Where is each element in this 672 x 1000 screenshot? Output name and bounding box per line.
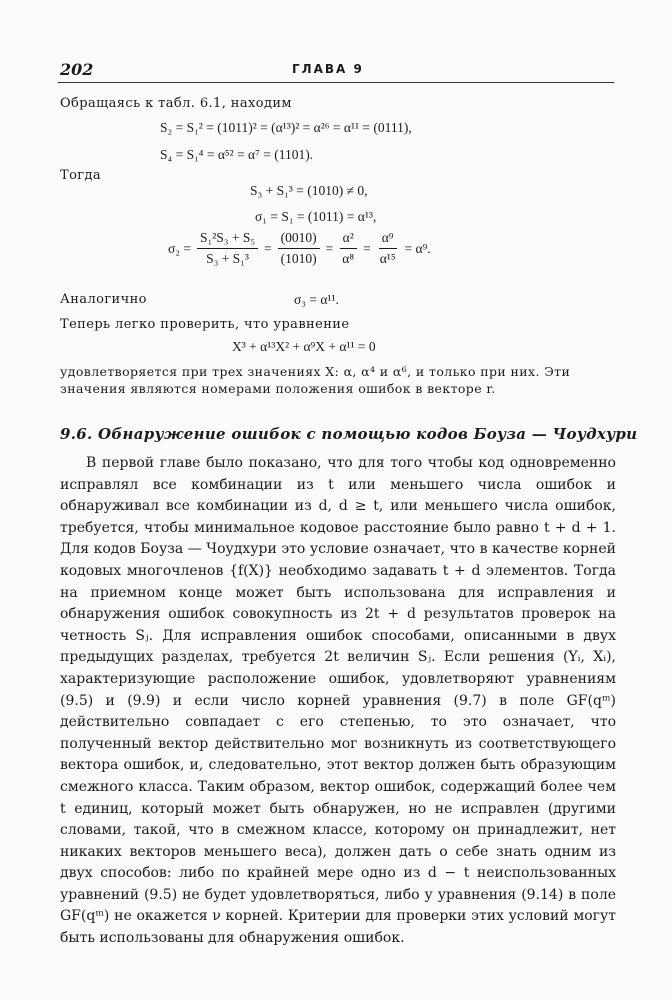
roots-line-2: значения являются номерами положения ошибок в векторе r. [60,381,496,396]
equation-s3: S₃ + S₁³ = (1010) ≠ 0, [250,183,368,198]
sigma2-denominator-1: S₃ + S₁³ [206,251,249,266]
equation-sigma3: σ₃ = α¹¹. [294,292,339,307]
sigma2-fraction-1 [197,230,258,267]
equation-sigma2 [168,230,431,267]
sigma2-numerator-1: S₁²S₃ + S₅ [197,230,258,249]
equals-sign: = [264,240,272,256]
sigma2-numerator-3: α² [340,230,357,249]
roots-line-1: удовлетворяется при трех значениях X: α, α⁴ и α⁶, и только при них. Эти [60,364,571,379]
equals-sign: = [363,240,371,256]
sigma2-denominator-3: α⁸ [342,251,355,266]
body-paragraph: В первой главе было показано, что для того чтобы код одновременно исправлял все комбинации из t или меньшего числа ошибок и обнаруживал все комбинации из d, d ≥ t, или меньшего числа ошибок, требуется, чтобы минимальное кодовое расстояние было равно t + d + 1. Для кодов Боуза — Чоудхури это условие означает, что в качестве корней кодовых многочленов {f(X)} необходимо задавать t + d элементов. Тогда на приемном конце может быть использована для исправления и обнаружения ошибок совокупность из 2t + d результатов проверок на четность Sⱼ. Для исправления ошибок способами, описанными в двух предыдущих разделах, требуется 2t величин Sⱼ. Если решения (Yᵢ, Xᵢ), характеризующие расположение ошибок, удовлетворяют уравнениям (9.5) и (9.9) и если число корней уравнения (9.7) в поле GF(qᵐ) действительно совпадает с его степенью, то это означает, что полученный вектор действительно мог возникнуть из соответствующего вектора ошибок, и, следовательно, этот вектор должен быть образующим смежного класса. Таким образом, вектор ошибок, содержащий более чем t единиц, который может быть обнаружен, но не исправлен (другими словами, такой, что в смежном классе, которому он принадлежит, нет никаких векторов меньшего веса), должен дать о себе знать одним из двух способов: либо по крайней мере одно из d − t неиспользованных уравнений (9.5) не будет удовлетворяться, либо у уравнения (9.14) в поле GF(qᵐ) не окажется ν корней. Критерии для проверки этих условий могут быть использованы для обнаружения ошибок. [60,455,616,947]
sigma2-denominator-2: (1010) [280,251,317,266]
section-heading: 9.6. Обнаружение ошибок с помощью кодов Боуза — Чоудхури [60,425,638,443]
check-line: Теперь легко проверить, что уравнение [60,317,350,332]
sigma2-tail: = α⁹. [404,240,431,256]
then-label: Тогда [60,168,102,183]
equation-polynomial: X³ + α¹³X² + α⁹X + α¹¹ = 0 [232,339,376,354]
page-number: 202 [60,60,94,79]
equation-s2: S₂ = S₁² = (1011)² = (α¹³)² = α²⁶ = α¹¹ = (0111), [160,120,412,135]
sigma2-numerator-4: α⁹ [379,230,397,249]
body-paragraph-block [60,453,616,950]
sigma2-fraction-2 [278,230,320,267]
sigma2-fraction-4 [377,230,399,267]
sigma2-numerator-2: (0010) [278,230,320,249]
chapter-title: ГЛАВА 9 [292,62,364,76]
equation-sigma1: σ₁ = S₁ = (1011) = α¹³, [255,209,377,224]
equals-sign: = [325,240,334,256]
sigma2-denominator-4: α¹⁵ [379,251,396,266]
sigma2-fraction-3 [339,230,357,267]
header-rule [58,82,614,83]
equation-s4: S₄ = S₁⁴ = α⁵² = α⁷ = (1101). [160,147,314,162]
similarly-label: Аналогично [60,292,147,307]
intro-line: Обращаясь к табл. 6.1, находим [60,96,292,111]
sigma2-lhs: σ₂ = [168,240,191,256]
